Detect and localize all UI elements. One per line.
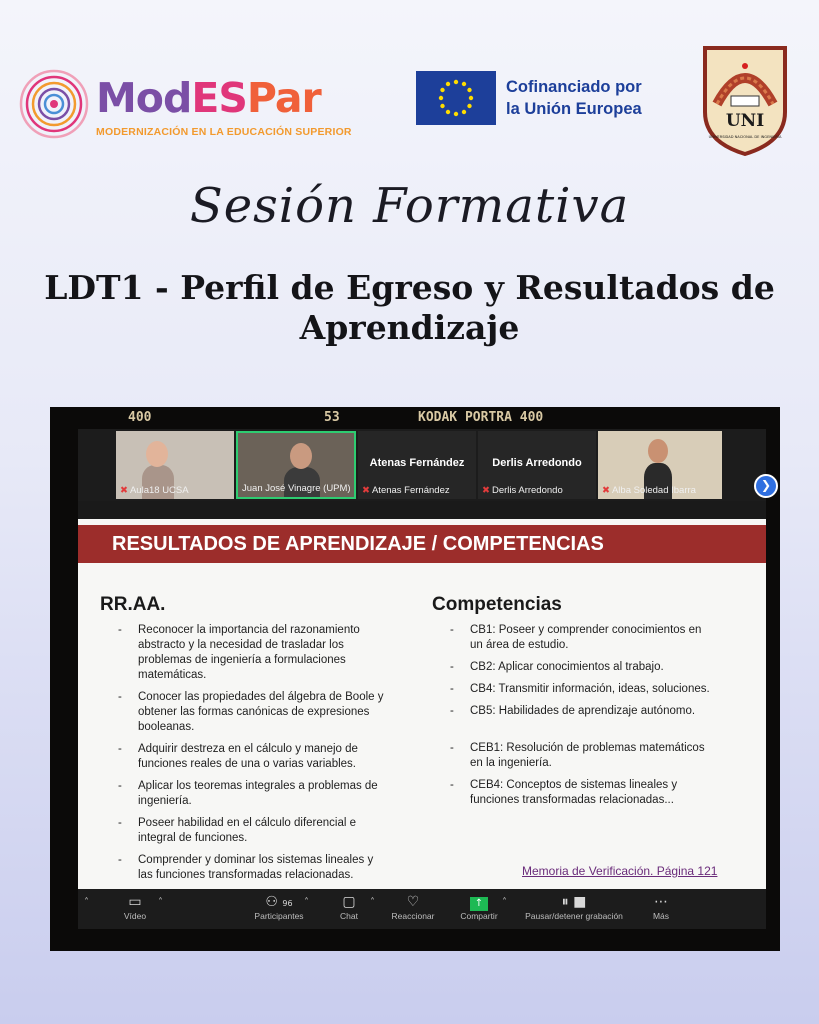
muted-mic-icon: ✖	[482, 485, 490, 496]
brand-subtitle: MODERNIZACIÓN EN LA EDUCACIÓN SUPERIOR	[96, 126, 352, 138]
caret-up-icon[interactable]: ˄	[158, 897, 163, 908]
share-button[interactable]: ↑ Compartir	[434, 893, 524, 921]
caret-up-icon[interactable]: ˄	[304, 897, 309, 908]
film-frame-left: 400	[128, 410, 152, 425]
list-item: - Reconocer la importancia del razonamiento abstracto y la necesidad de trasladar los problemas de ingeniería a formulaciones matemáticas.	[118, 623, 384, 683]
uni-shield-icon	[697, 42, 793, 156]
caret-up-icon[interactable]: ˄	[84, 897, 89, 908]
modespar-logo	[18, 68, 358, 148]
page-title: LDT1 - Perfil de Egreso y Resultados de Aprendizaje	[44, 268, 775, 347]
competencias-especificas-list	[450, 741, 712, 815]
share-arrow-icon: ↑	[434, 893, 524, 911]
list-item: - Poseer habilidad en el cálculo diferencial e integral de funciones.	[118, 816, 384, 846]
eu-cofinancing-text: Cofinanciado por la Unión Europea	[506, 78, 642, 118]
film-frame-number: 53	[324, 410, 340, 425]
participant-tile[interactable]	[116, 431, 234, 499]
list-item: - Conocer las propiedades del álgebra de Boole y obtener las formas canónicas de expresiones booleanas.	[118, 690, 384, 735]
participant-name: ✖ Atenas Fernández	[362, 485, 450, 496]
spiral-logo-icon	[18, 68, 90, 140]
competencias-title: Competencias	[432, 594, 562, 615]
muted-mic-icon: ✖	[602, 485, 610, 496]
more-button[interactable]: ⋯ Más	[616, 893, 706, 921]
session-script-title: Sesión Formativa	[189, 178, 630, 234]
pause-stop-recording-button[interactable]: ⏸ ■ Pausar/detener grabación	[514, 893, 634, 921]
chat-button[interactable]: ▢ Chat	[304, 893, 394, 921]
more-dots-icon: ⋯	[654, 894, 668, 910]
list-item: - CEB1: Resolución de problemas matemáticos en la ingeniería.	[450, 741, 712, 771]
film-strip	[50, 407, 780, 429]
caret-up-icon[interactable]: ˄	[502, 897, 507, 908]
meeting-toolbar	[78, 889, 766, 929]
video-button[interactable]: ▭ Vídeo	[90, 893, 180, 921]
participant-name: ✖ Alba Soledad Ibarra	[602, 485, 696, 496]
participant-tile[interactable]	[478, 431, 596, 499]
list-item: - Comprender y dominar los sistemas lineales y las funciones transformadas relacionadas.	[118, 853, 384, 883]
svg-text:UNIVERSIDAD NACIONAL DE INGENI: UNIVERSIDAD NACIONAL DE INGENIERÍA	[708, 135, 782, 139]
list-item: - CB4: Transmitir información, ideas, soluciones.	[450, 682, 712, 697]
participant-name: Juan José Vinagre (UPM)	[242, 483, 351, 494]
film-bottom-edge	[50, 929, 780, 951]
react-button[interactable]: ♡ Reaccionar	[368, 893, 458, 921]
chat-icon: ▢	[342, 894, 356, 910]
list-item: - Adquirir destreza en el cálculo y manejo de funciones reales de una o varias variables.	[118, 742, 384, 772]
list-item: - CB5: Habilidades de aprendizaje autónomo.	[450, 704, 712, 719]
brand-name: ModESPar	[96, 74, 321, 122]
svg-text:UNI: UNI	[725, 111, 765, 131]
participants-button[interactable]: ⚇ 96 Participantes	[234, 893, 324, 921]
list-item: - CEB4: Conceptos de sistemas lineales y funciones transformadas relacionadas...	[450, 778, 712, 808]
slide-heading: RESULTADOS DE APRENDIZAJE / COMPETENCIAS	[112, 533, 604, 555]
people-icon: ⚇ 96	[265, 894, 293, 910]
participant-display-name: Atenas Fernández	[369, 457, 465, 469]
list-item: - CB1: Poseer y comprender conocimientos en un área de estudio.	[450, 623, 712, 653]
participant-name: ✖ Aula18 UCSA	[120, 485, 189, 496]
participant-tile-active[interactable]	[236, 431, 356, 499]
reference-link[interactable]: Memoria de Verificación. Página 121	[522, 864, 718, 878]
camera-icon: ▭	[128, 894, 142, 910]
heart-icon: ♡	[406, 894, 420, 910]
rraa-list	[118, 623, 384, 889]
rraa-title: RR.AA.	[100, 594, 166, 615]
next-participants-icon[interactable]: ❯	[754, 474, 778, 498]
shared-slide	[78, 519, 766, 889]
muted-mic-icon: ✖	[120, 485, 128, 496]
participant-name: ✖ Derlis Arredondo	[482, 485, 563, 496]
participant-display-name: Derlis Arredondo	[492, 457, 582, 469]
muted-mic-icon: ✖	[362, 485, 370, 496]
participants-strip	[78, 429, 772, 501]
slide-header	[78, 525, 766, 563]
list-item: - CB2: Aplicar conocimientos al trabajo.	[450, 660, 712, 675]
caret-up-icon[interactable]: ˄	[370, 897, 375, 908]
film-brand: KODAK PORTRA 400	[418, 410, 544, 425]
participant-tile[interactable]	[358, 431, 476, 499]
eu-flag-icon	[416, 71, 496, 125]
pause-stop-icon: ⏸ ■	[561, 894, 587, 910]
competencias-list	[450, 623, 712, 726]
participant-tile[interactable]	[598, 431, 722, 499]
slide-gap	[78, 501, 766, 519]
meeting-screenshot	[50, 407, 780, 951]
list-item: - Aplicar los teoremas integrales a problemas de ingeniería.	[118, 779, 384, 809]
